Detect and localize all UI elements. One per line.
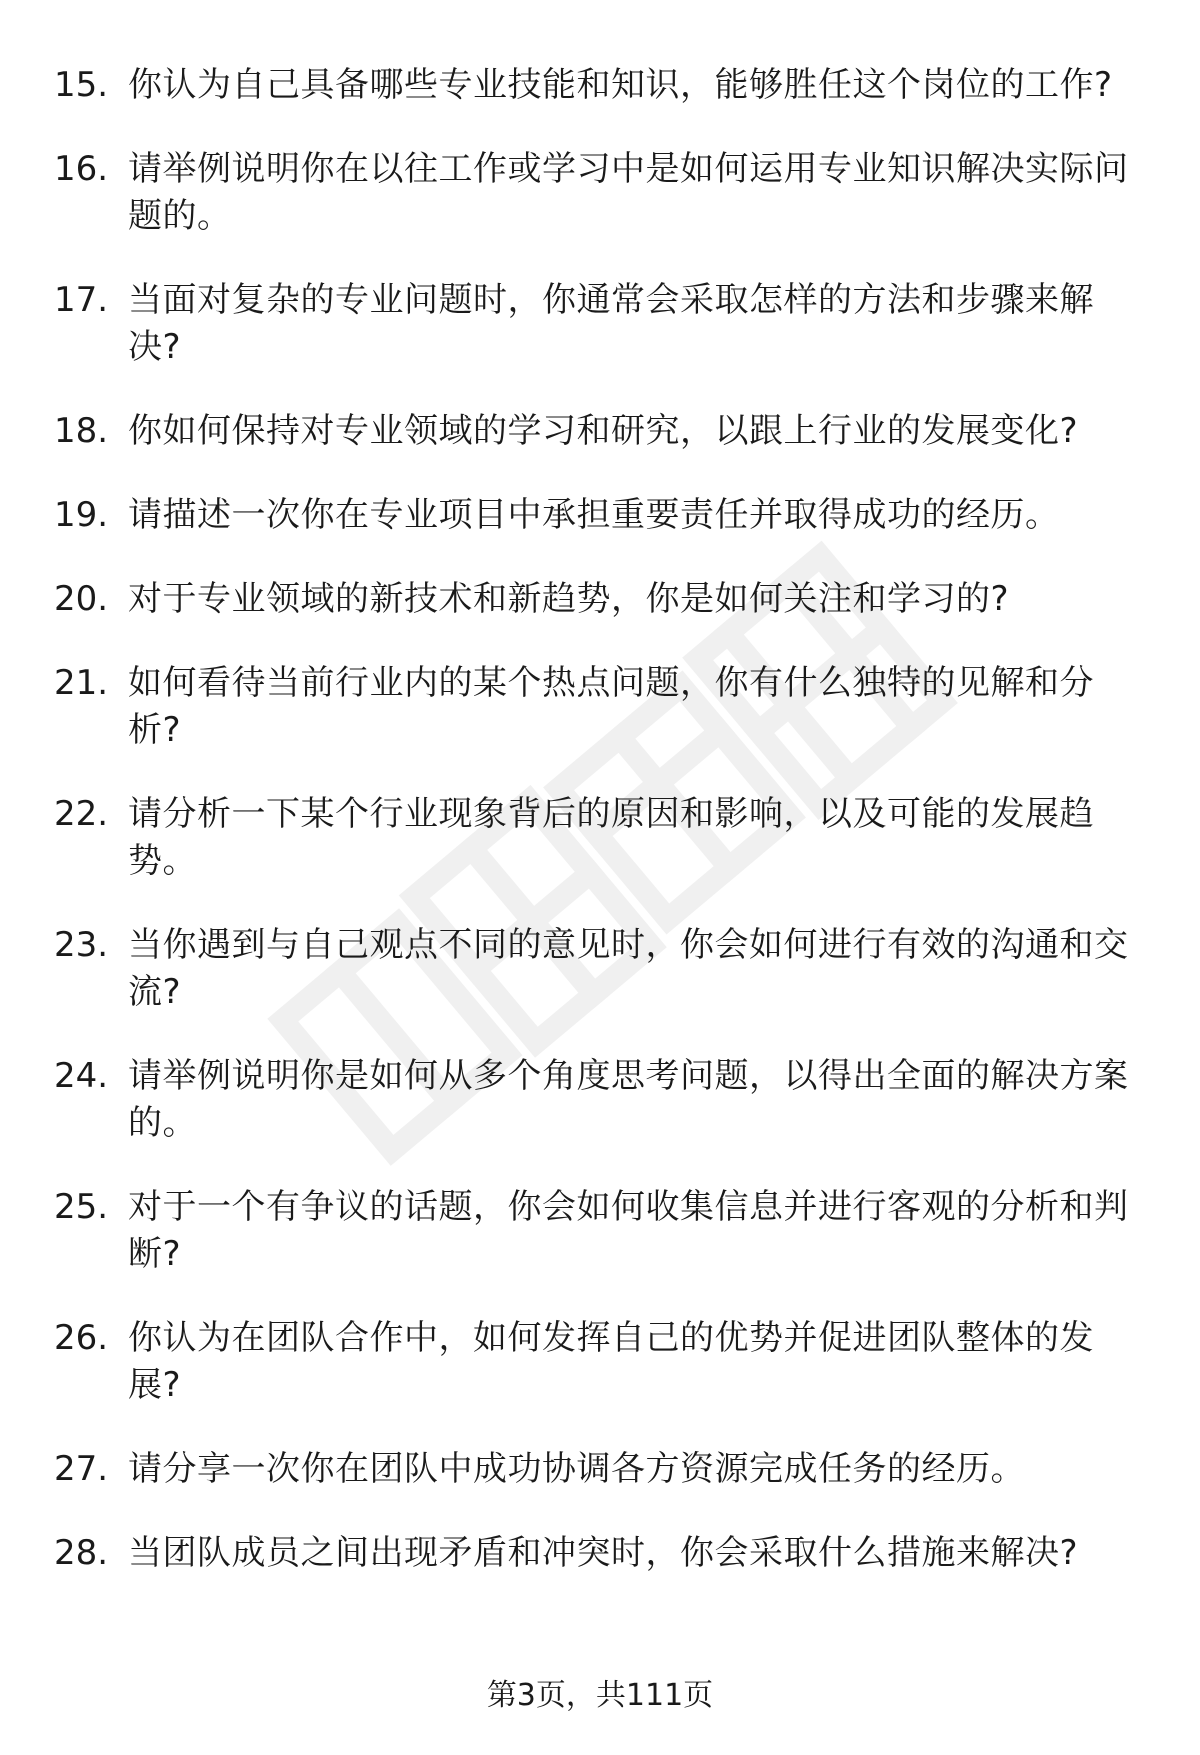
question-item xyxy=(0,1530,1200,1577)
question-number: 16. xyxy=(54,149,109,189)
question-number: 20. xyxy=(54,579,109,619)
question-text: 对于专业领域的新技术和新趋势，你是如何关注和学习的? xyxy=(128,579,1010,619)
question-item xyxy=(0,1315,1200,1409)
question-text: 你认为在团队合作中，如何发挥自己的优势并促进团队整体的发展? xyxy=(128,1318,1094,1405)
question-text: 请分享一次你在团队中成功协调各方资源完成任务的经历。 xyxy=(128,1449,1025,1489)
question-number: 23. xyxy=(54,925,109,965)
question-item xyxy=(0,660,1200,754)
question-number: 27. xyxy=(54,1449,109,1489)
question-text: 对于一个有争议的话题，你会如何收集信息并进行客观的分析和判断? xyxy=(128,1187,1129,1274)
question-number: 25. xyxy=(54,1187,109,1227)
question-item xyxy=(0,62,1200,109)
question-number: 22. xyxy=(54,794,109,834)
question-item xyxy=(0,492,1200,539)
page-footer: 第3页，共111页 xyxy=(486,1678,714,1713)
question-item xyxy=(0,1184,1200,1278)
question-text: 当团队成员之间出现矛盾和冲突时，你会采取什么措施来解决? xyxy=(128,1533,1079,1573)
question-item xyxy=(0,576,1200,623)
question-item xyxy=(0,277,1200,371)
question-text: 请举例说明你在以往工作或学习中是如何运用专业知识解决实际问题的。 xyxy=(128,149,1129,236)
question-number: 24. xyxy=(54,1056,109,1096)
question-text: 你认为自己具备哪些专业技能和知识，能够胜任这个岗位的工作? xyxy=(128,65,1113,105)
question-item xyxy=(0,408,1200,455)
question-text: 请分析一下某个行业现象背后的原因和影响，以及可能的发展趋势。 xyxy=(128,794,1094,881)
question-text: 你如何保持对专业领域的学习和研究，以跟上行业的发展变化? xyxy=(128,411,1079,451)
question-item xyxy=(0,146,1200,240)
question-number: 19. xyxy=(54,495,109,535)
question-list xyxy=(0,62,1200,1614)
question-number: 15. xyxy=(54,65,109,105)
question-item xyxy=(0,1053,1200,1147)
question-text: 如何看待当前行业内的某个热点问题，你有什么独特的见解和分析? xyxy=(128,663,1094,750)
question-number: 28. xyxy=(54,1533,109,1573)
question-number: 18. xyxy=(54,411,109,451)
question-text: 当你遇到与自己观点不同的意见时，你会如何进行有效的沟通和交流? xyxy=(128,925,1129,1012)
question-number: 26. xyxy=(54,1318,109,1358)
question-text: 当面对复杂的专业问题时，你通常会采取怎样的方法和步骤来解决? xyxy=(128,280,1094,367)
question-number: 21. xyxy=(54,663,109,703)
question-text: 请描述一次你在专业项目中承担重要责任并取得成功的经历。 xyxy=(128,495,1060,535)
question-item xyxy=(0,922,1200,1016)
question-item xyxy=(0,1446,1200,1493)
question-text: 请举例说明你是如何从多个角度思考问题，以得出全面的解决方案的。 xyxy=(128,1056,1129,1143)
question-number: 17. xyxy=(54,280,109,320)
question-item xyxy=(0,791,1200,885)
